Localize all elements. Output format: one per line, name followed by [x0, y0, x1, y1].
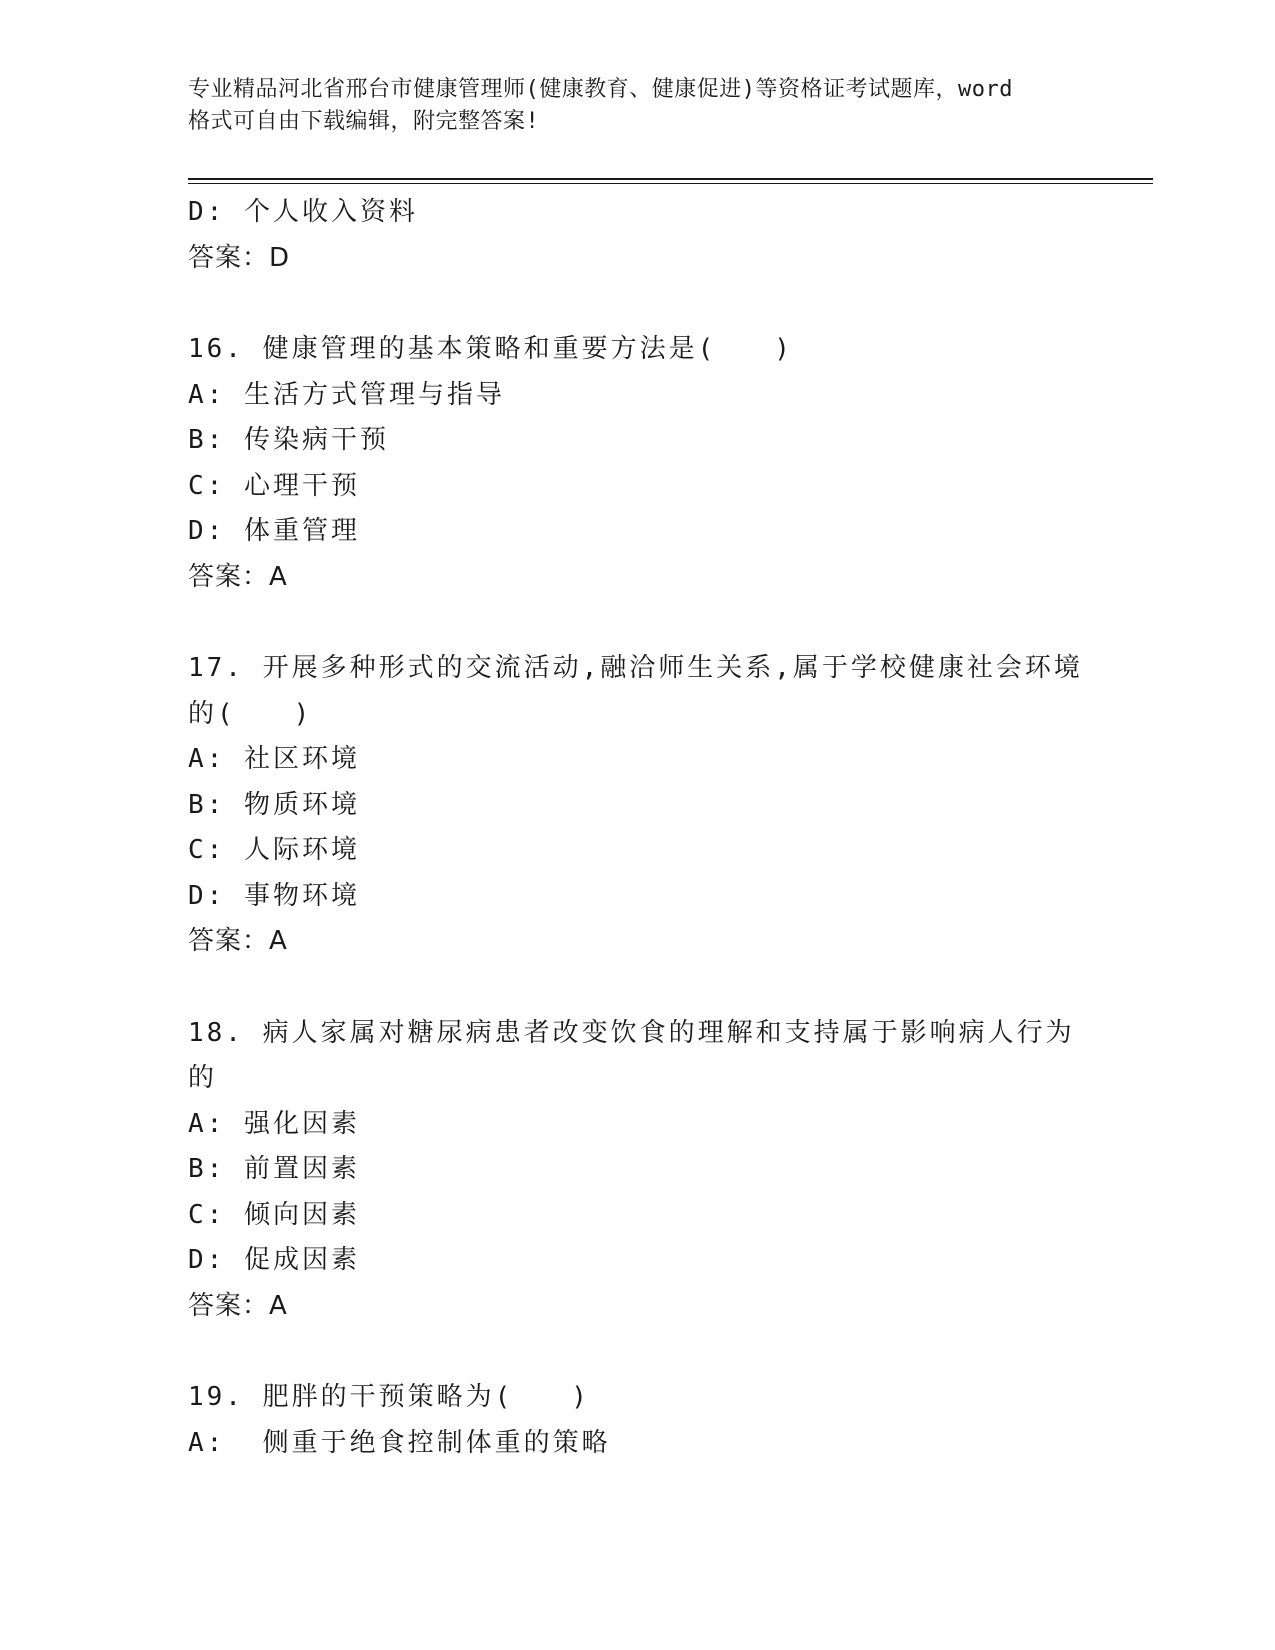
option-a: A: 生活方式管理与指导 — [188, 379, 505, 410]
header-line-1: 专业精品河北省邢台市健康管理师(健康教育、健康促进)等资格证考试题库，word — [188, 77, 1013, 102]
option-c: C: 心理干预 — [188, 470, 360, 501]
question-17 — [188, 646, 1088, 965]
header-line-2: 格式可自由下载编辑，附完整答案! — [188, 109, 540, 134]
option-b: B: 前置因素 — [188, 1154, 360, 1184]
option-a: A: 社区环境 — [188, 744, 360, 774]
option-a: A: 强化因素 — [188, 1108, 360, 1139]
spacer — [188, 281, 1088, 327]
option-d: D: 促成因素 — [188, 1245, 360, 1275]
question-stem-line-1: 18. 病人家属对糖尿病患者改变饮食的理解和支持属于影响病人行为 — [188, 1017, 1075, 1048]
answer-line: 答案：A — [188, 1290, 288, 1321]
question-16 — [188, 327, 1088, 600]
question-stem: 19. 肥胖的干预策略为( ) — [188, 1382, 590, 1412]
spacer — [188, 600, 1088, 646]
option-d: D: 体重管理 — [188, 516, 360, 546]
answer-line: 答案：A — [188, 926, 288, 956]
question-stem-line-1: 17. 开展多种形式的交流活动,融洽师生关系,属于学校健康社会环境 — [188, 653, 1083, 683]
answer-line: 答案：D — [188, 242, 291, 273]
question-stem-line-2: 的 — [188, 1063, 218, 1093]
question-18 — [188, 1011, 1088, 1330]
header-divider-thick — [188, 178, 1153, 180]
option-b: B: 传染病干预 — [188, 425, 389, 455]
spacer — [188, 965, 1088, 1011]
option-a: A: 侧重于绝食控制体重的策略 — [188, 1427, 611, 1458]
option-c: C: 倾向因素 — [188, 1199, 360, 1230]
answer-line: 答案：A — [188, 561, 288, 592]
question-19 — [188, 1375, 1088, 1466]
option-d: D: 个人收入资料 — [188, 197, 418, 227]
option-b: B: 物质环境 — [188, 789, 360, 820]
question-stem-line-2: 的( ) — [188, 698, 313, 729]
question-stem: 16. 健康管理的基本策略和重要方法是( ) — [188, 334, 793, 364]
question-content — [188, 190, 1088, 1466]
option-c: C: 人际环境 — [188, 835, 360, 865]
page-header — [188, 74, 1088, 138]
spacer — [188, 1329, 1088, 1375]
option-d: D: 事物环境 — [188, 880, 360, 911]
header-divider-thin — [188, 183, 1153, 184]
